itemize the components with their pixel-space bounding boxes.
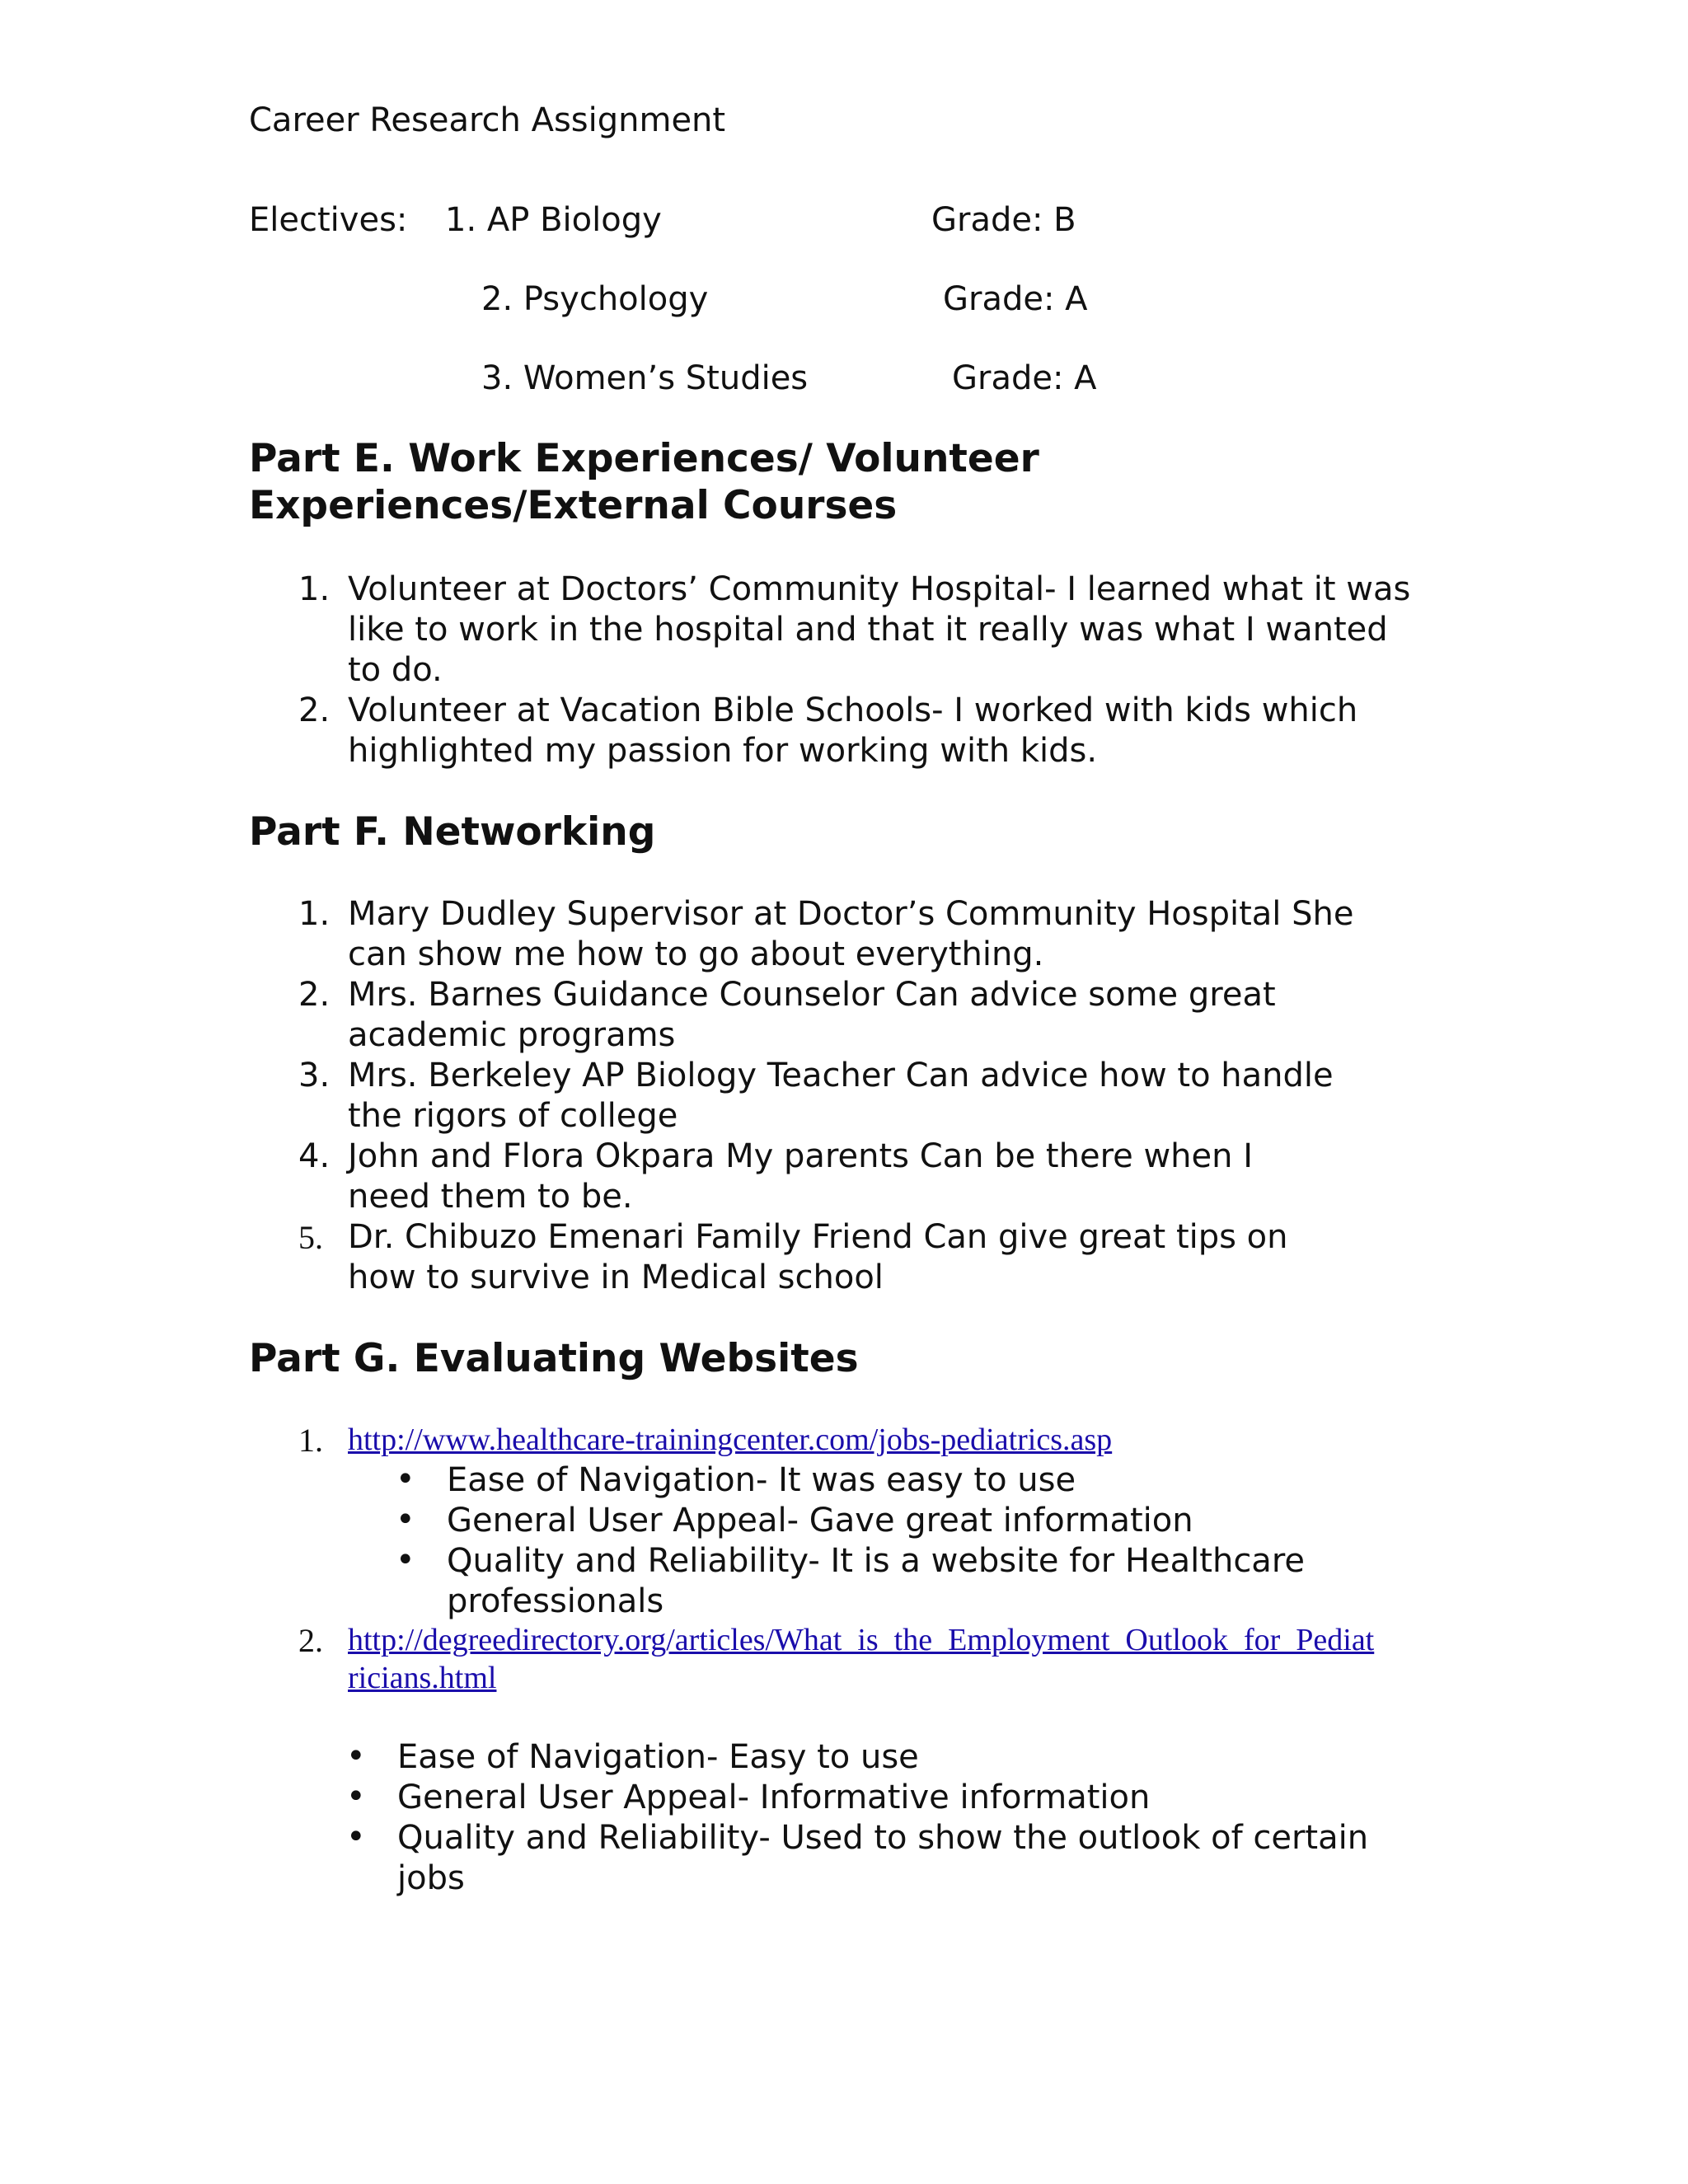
part-f-item-2-line2: academic programs bbox=[348, 1016, 676, 1054]
elective-grade-2: Grade: A bbox=[943, 280, 1088, 318]
part-f-item-1-number: 1. bbox=[298, 895, 331, 933]
bullet-dot-icon: • bbox=[396, 1501, 415, 1539]
document-title: Career Research Assignment bbox=[249, 101, 726, 139]
electives-label: Electives: bbox=[249, 201, 408, 239]
elective-item-2: 2. Psychology bbox=[481, 280, 709, 318]
part-e-item-2-line2: highlighted my passion for working with kids. bbox=[348, 732, 1098, 770]
part-g-item-2-number: 2. bbox=[298, 1622, 323, 1659]
part-g-heading: Part G. Evaluating Websites bbox=[249, 1336, 859, 1381]
part-e-item-2-number: 2. bbox=[298, 691, 331, 729]
part-e-heading-line1: Part E. Work Experiences/ Volunteer bbox=[249, 436, 1039, 481]
elective-item-3: 3. Women’s Studies bbox=[481, 359, 809, 397]
site-1-criterion-2: General User Appeal- Gave great information bbox=[447, 1502, 1193, 1540]
bullet-dot-icon: • bbox=[346, 1737, 366, 1775]
part-f-item-3-line1: Mrs. Berkeley AP Biology Teacher Can advice how to handle bbox=[348, 1057, 1334, 1094]
part-e-heading-line2: Experiences/External Courses bbox=[249, 483, 898, 528]
part-g-item-1-number: 1. bbox=[298, 1422, 323, 1459]
part-f-item-3-line2: the rigors of college bbox=[348, 1097, 678, 1135]
part-e-item-1-line3: to do. bbox=[348, 651, 443, 689]
part-f-heading: Part F. Networking bbox=[249, 809, 656, 855]
bullet-dot-icon: • bbox=[346, 1778, 366, 1816]
site-2-criterion-1: Ease of Navigation- Easy to use bbox=[397, 1738, 919, 1776]
bullet-dot-icon: • bbox=[396, 1460, 415, 1498]
website-link-2-line1[interactable]: http://degreedirectory.org/articles/What_is_the_Employment_Outlook_for_Pediat bbox=[348, 1623, 1375, 1657]
part-g-site-2-link-cont[interactable] bbox=[348, 1660, 496, 1696]
part-e-item-1-number: 1. bbox=[298, 570, 331, 608]
part-f-item-2-line1: Mrs. Barnes Guidance Counselor Can advice some great bbox=[348, 976, 1276, 1014]
site-1-criterion-3-cont: professionals bbox=[447, 1582, 664, 1620]
website-link-1[interactable]: http://www.healthcare-trainingcenter.com/jobs-pediatrics.asp bbox=[348, 1422, 1113, 1457]
elective-grade-3: Grade: A bbox=[952, 359, 1097, 397]
site-1-criterion-3: Quality and Reliability- It is a website for Healthcare bbox=[447, 1542, 1305, 1580]
elective-item-1: 1. AP Biology bbox=[445, 201, 662, 239]
part-f-item-3-number: 3. bbox=[298, 1057, 331, 1094]
part-e-item-1-line1: Volunteer at Doctors’ Community Hospital- I learned what it was bbox=[348, 570, 1411, 608]
part-f-item-4-line1: John and Flora Okpara My parents Can be there when I bbox=[348, 1137, 1254, 1175]
part-f-item-5-number: 5. bbox=[298, 1219, 323, 1256]
part-f-item-5-line1: Dr. Chibuzo Emenari Family Friend Can give great tips on bbox=[348, 1218, 1288, 1256]
website-link-2-line2[interactable]: ricians.html bbox=[348, 1661, 497, 1695]
part-f-item-5-line2: how to survive in Medical school bbox=[348, 1258, 884, 1296]
part-f-item-4-number: 4. bbox=[298, 1137, 331, 1175]
site-2-criterion-2: General User Appeal- Informative information bbox=[397, 1779, 1151, 1816]
part-f-item-4-line2: need them to be. bbox=[348, 1178, 633, 1216]
elective-grade-1: Grade: B bbox=[931, 201, 1076, 239]
part-f-item-1-line2: can show me how to go about everything. bbox=[348, 935, 1044, 973]
part-g-site-1-link[interactable] bbox=[348, 1422, 1112, 1458]
site-2-criterion-3-cont: jobs bbox=[397, 1859, 465, 1897]
part-f-item-1-line1: Mary Dudley Supervisor at Doctor’s Community Hospital She bbox=[348, 895, 1354, 933]
bullet-dot-icon: • bbox=[396, 1541, 415, 1579]
bullet-dot-icon: • bbox=[346, 1818, 366, 1856]
site-2-criterion-3: Quality and Reliability- Used to show the outlook of certain bbox=[397, 1819, 1369, 1857]
part-g-site-2-link[interactable] bbox=[348, 1622, 1374, 1658]
part-f-item-2-number: 2. bbox=[298, 976, 331, 1014]
part-e-item-1-line2: like to work in the hospital and that it really was what I wanted bbox=[348, 611, 1388, 649]
part-e-item-2-line1: Volunteer at Vacation Bible Schools- I worked with kids which bbox=[348, 691, 1358, 729]
site-1-criterion-1: Ease of Navigation- It was easy to use bbox=[447, 1461, 1076, 1499]
